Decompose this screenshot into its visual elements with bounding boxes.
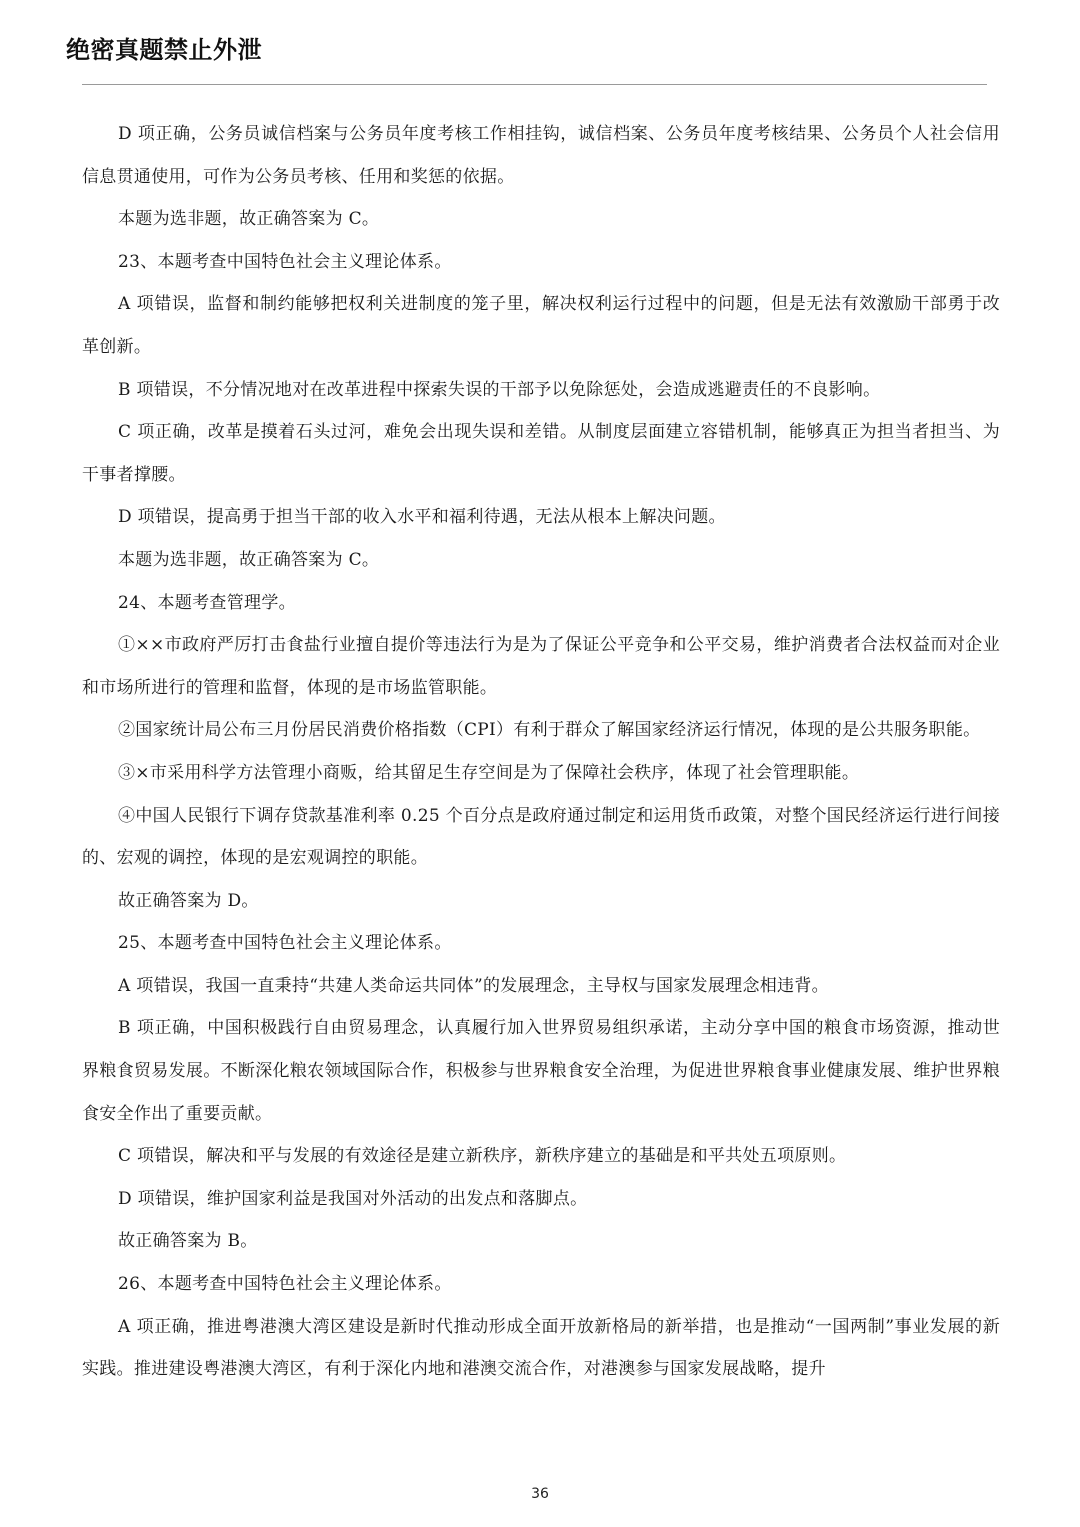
paragraph: ②国家统计局公布三月份居民消费价格指数（CPI）有利于群众了解国家经济运行情况，体现的是公共服务职能。	[118, 720, 981, 741]
paragraph: D 项错误，维护国家利益是我国对外活动的出发点和落脚点。	[118, 1188, 588, 1209]
paragraph: 24、本题考查管理学。	[118, 592, 296, 613]
paragraph: 故正确答案为 D。	[118, 890, 259, 911]
paragraph: 25、本题考查中国特色社会主义理论体系。	[118, 933, 452, 954]
paragraph: D 项正确，公务员诚信档案与公务员年度考核工作相挂钩，诚信档案、公务员年度考核结果、公务员个人社会信用信息贯通使用，可作为公务员考核、任用和奖惩的依据。	[82, 124, 1000, 187]
page-number: 36	[531, 1486, 549, 1502]
paragraph: A 项错误，我国一直秉持“共建人类命运共同体”的发展理念，主导权与国家发展理念相违背。	[118, 975, 829, 996]
header-title: 绝密真题禁止外泄	[66, 36, 262, 64]
paragraph: A 项错误，监督和制约能够把权利关进制度的笼子里，解决权利运行过程中的问题，但是无法有效激励干部勇于改革创新。	[82, 294, 1000, 357]
paragraph: ①××市政府严厉打击食盐行业擅自提价等违法行为是为了保证公平竞争和公平交易，维护消费者合法权益而对企业和市场所进行的管理和监督，体现的是市场监管职能。	[82, 635, 1000, 698]
header-divider	[82, 84, 987, 85]
paragraph: ④中国人民银行下调存贷款基准利率 0.25 个百分点是政府通过制定和运用货币政策，对整个国民经济运行进行间接的、宏观的调控，体现的是宏观调控的职能。	[82, 805, 1000, 869]
paragraph: B 项错误，不分情况地对在改革进程中探索失误的干部予以免除惩处，会造成逃避责任的不良影响。	[118, 379, 881, 400]
paragraph: B 项正确，中国积极践行自由贸易理念，认真履行加入世界贸易组织承诺，主动分享中国的粮食市场资源，推动世界粮食贸易发展。不断深化粮农领域国际合作，积极参与世界粮食安全治理，为促进世界粮食事业健康发展、维护世界粮食安全作出了重要贡献。	[82, 1018, 1000, 1124]
document-body	[82, 113, 1000, 1391]
paragraph: 本题为选非题，故正确答案为 C。	[118, 209, 380, 230]
paragraph: 本题为选非题，故正确答案为 C。	[118, 549, 380, 570]
paragraph: C 项正确，改革是摸着石头过河，难免会出现失误和差错。从制度层面建立容错机制，能够真正为担当者担当、为干事者撑腰。	[82, 422, 1000, 485]
paragraph: 23、本题考查中国特色社会主义理论体系。	[118, 251, 452, 272]
paragraph: A 项正确，推进粤港澳大湾区建设是新时代推动形成全面开放新格局的新举措，也是推动“一国两制”事业发展的新实践。推进建设粤港澳大湾区，有利于深化内地和港澳交流合作，对港澳参与国家发展战略，提升	[82, 1316, 1000, 1380]
paragraph: ③×市采用科学方法管理小商贩，给其留足生存空间是为了保障社会秩序，体现了社会管理职能。	[118, 762, 860, 783]
paragraph: C 项错误，解决和平与发展的有效途径是建立新秩序，新秩序建立的基础是和平共处五项原则。	[118, 1146, 847, 1167]
paragraph: D 项错误，提高勇于担当干部的收入水平和福利待遇，无法从根本上解决问题。	[118, 507, 726, 528]
paragraph: 故正确答案为 B。	[118, 1231, 258, 1252]
paragraph: 26、本题考查中国特色社会主义理论体系。	[118, 1274, 452, 1295]
